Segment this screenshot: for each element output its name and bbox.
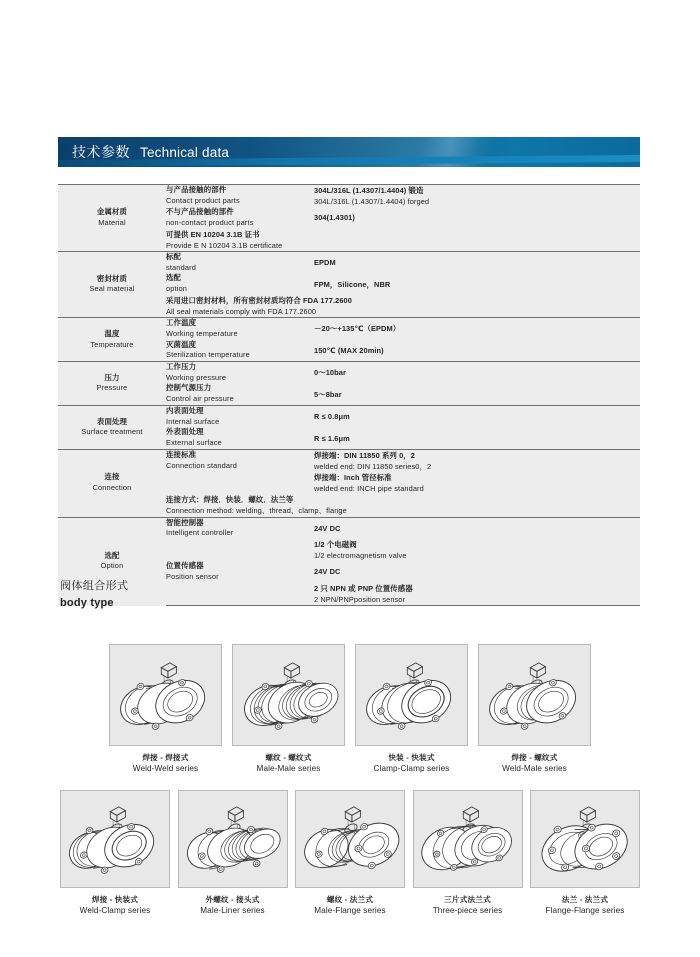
body-type-item[interactable]: [178, 790, 288, 917]
body-type-caption-en: Three-piece series: [432, 906, 503, 915]
spec-note-cell: [166, 494, 640, 517]
spec-subitem-cell: [166, 207, 314, 228]
spec-note-en: Connection method: welding、thread、clamp、flange: [166, 506, 347, 516]
spec-value-cn: EPDM: [314, 258, 336, 268]
spec-value-cell: [314, 427, 640, 449]
spec-subitem-cell: [166, 383, 314, 405]
spec-table-body: [58, 185, 640, 606]
technical-data-banner: [58, 137, 640, 167]
spec-subitem-cell: [166, 185, 314, 208]
spec-value-cn: 0～10bar: [314, 368, 346, 378]
spec-value-cell: [314, 405, 640, 427]
body-type-item[interactable]: [478, 644, 591, 775]
spec-subitem-cn: 灭菌温度: [166, 339, 197, 349]
valve-male-flange-drawing: [295, 790, 405, 888]
spec-value-en: 304L/316L (1.4307/1.4404) forged: [314, 197, 430, 207]
spec-subitem-en: Working pressure: [166, 372, 227, 382]
body-type-caption: [374, 752, 450, 775]
spec-value-cn: 5～8bar: [314, 389, 342, 399]
spec-subitem-en: non-contact product parts: [166, 217, 254, 227]
spec-category-en: Connection: [92, 483, 132, 493]
spec-subitem-cell: [166, 362, 314, 384]
body-type-gallery-row-2: [60, 790, 640, 917]
spec-note-cell: [166, 229, 640, 252]
body-type-caption: [80, 894, 151, 917]
spec-category-cn: 金属材质: [96, 207, 128, 217]
body-type-caption: [257, 752, 321, 775]
banner-title-en: Technical data: [140, 144, 230, 160]
valve-male-liner-drawing: [178, 790, 288, 888]
body-type-heading-cn: 阀体组合形式: [60, 580, 129, 592]
spec-subitem-en: Internal surface: [166, 416, 220, 426]
body-type-caption-en: Weld-Clamp series: [79, 906, 151, 915]
valve-weld-clamp-drawing: [60, 790, 170, 888]
body-type-item[interactable]: [109, 644, 222, 775]
body-type-caption-en: Weld-Weld series: [132, 764, 199, 773]
spec-value-cn: 150℃ (MAX 20min): [314, 345, 384, 355]
spec-note-cn: 可提供 EN 10204 3.1B 证书: [166, 229, 260, 239]
body-type-caption-en: Flange-Flange series: [545, 906, 625, 915]
spec-row: [58, 318, 640, 340]
spec-value-cell: [314, 340, 640, 362]
body-type-heading: [60, 578, 128, 611]
spec-category-cell: [58, 405, 166, 449]
body-type-caption-en: Weld-Male series: [502, 764, 567, 773]
spec-value-cell: [314, 561, 640, 582]
body-type-item[interactable]: [530, 790, 640, 917]
body-type-caption: [314, 894, 385, 917]
spec-value-cn: 2 只 NPN 或 PNP 位置传感器: [314, 583, 413, 593]
spec-value-en: welded end: INCH pipe standard: [314, 484, 424, 494]
body-type-caption-en: Male-Male series: [256, 764, 321, 773]
spec-value-cell: [314, 449, 640, 472]
spec-row: [58, 517, 640, 539]
spec-subitem-en: Sterilization temperature: [166, 350, 250, 360]
spec-note-en: Provide E N 10204 3.1B certificate: [166, 240, 283, 250]
spec-row: [58, 185, 640, 208]
valve-weld-male-drawing: [478, 644, 591, 746]
spec-subitem-cn: 与产品接触的部件: [166, 185, 227, 195]
spec-subitem-cn: 控制气源压力: [166, 383, 212, 393]
body-type-caption: [133, 752, 198, 775]
spec-note-en: All seal materials comply with FDA 177.2600: [166, 306, 317, 316]
spec-subitem-cell: [166, 405, 314, 427]
spec-category-cell: [58, 251, 166, 317]
spec-subitem-cn: 外表面处理: [166, 427, 204, 437]
spec-category-cell: [58, 318, 166, 362]
spec-subitem-cell: [166, 318, 314, 340]
spec-subitem-cell: [166, 340, 314, 362]
body-type-item[interactable]: [355, 644, 468, 775]
body-type-item[interactable]: [60, 790, 170, 917]
technical-spec-table: [58, 184, 640, 606]
spec-category-cn: 表面处理: [96, 416, 128, 426]
spec-subitem-en: Working temperature: [166, 328, 238, 338]
body-type-item[interactable]: [232, 644, 345, 775]
spec-category-en: Material: [98, 217, 126, 227]
spec-subitem-cell: [166, 472, 314, 494]
spec-subitem-en: External surface: [166, 438, 222, 448]
spec-subitem-cell: [166, 251, 314, 273]
spec-value-cell: [314, 472, 640, 494]
body-type-caption-en: Male-Flange series: [314, 906, 386, 915]
body-type-caption-cn: 外螺纹 - 接头式: [205, 895, 260, 904]
spec-category-cn: 选配: [104, 550, 120, 560]
spec-value-cn: 24V DC: [314, 523, 341, 533]
valve-flange-flange-drawing: [530, 790, 640, 888]
spec-category-cell: [58, 185, 166, 252]
body-type-caption-cn: 快装 - 快装式: [388, 753, 435, 762]
body-type-caption: [546, 894, 625, 917]
spec-subitem-cell: [166, 517, 314, 539]
spec-value-cell: [314, 583, 640, 606]
valve-weld-weld-drawing: [109, 644, 222, 746]
spec-subitem-cn: 不与产品接触的部件: [166, 207, 234, 217]
body-type-heading-en: body type: [60, 596, 114, 609]
spec-subitem-en: Intelligent controller: [166, 528, 234, 538]
spec-subitem-cell: [166, 449, 314, 472]
spec-subitem-cn: 选配: [166, 273, 182, 283]
spec-row: [58, 405, 640, 427]
spec-subitem-cn: 工作温度: [166, 318, 197, 328]
spec-subitem-cn: 工作压力: [166, 362, 197, 371]
spec-value-cn: 1/2 个电磁阀: [314, 540, 357, 549]
spec-subitem-cn: 标配: [166, 251, 182, 261]
spec-value-cn: 24V DC: [314, 567, 341, 577]
spec-value-cn: 焊接端：Inch 管径标准: [314, 473, 392, 483]
spec-subitem-en: standard: [166, 262, 196, 272]
spec-value-cn: R ≤ 0.8μm: [314, 412, 350, 422]
spec-category-en: Pressure: [96, 383, 128, 393]
spec-subitem-cell: [166, 583, 314, 606]
body-type-caption-cn: 焊接 - 焊接式: [142, 753, 189, 762]
body-type-caption: [200, 894, 265, 917]
spec-category-cell: [58, 449, 166, 517]
spec-value-cn: －20～+135℃（EPDM）: [314, 324, 401, 334]
valve-clamp-clamp-drawing: [355, 644, 468, 746]
spec-row: [58, 362, 640, 384]
valve-three-piece-drawing: [413, 790, 523, 888]
spec-subitem-cell: [166, 273, 314, 294]
spec-value-cell: [314, 207, 640, 228]
spec-value-cell: [314, 251, 640, 273]
spec-subitem-en: option: [166, 284, 188, 294]
spec-note-cell: [166, 295, 640, 318]
spec-row: [58, 449, 640, 472]
spec-value-en: 2 NPN/PNPposition sensor: [314, 594, 406, 604]
body-type-caption: [433, 894, 503, 917]
banner-title-cn: 技术参数: [72, 144, 130, 160]
spec-subitem-cn: 内表面处理: [166, 405, 204, 415]
spec-category-cn: 连接: [104, 472, 120, 482]
body-type-caption: [502, 752, 567, 775]
body-type-caption-cn: 螺纹 - 法兰式: [326, 895, 374, 904]
spec-value-cell: [314, 318, 640, 340]
spec-value-cell: [314, 539, 640, 561]
spec-value-cn: 焊接端：DIN 11850 系列 0，2: [314, 450, 415, 460]
spec-category-cn: 温度: [104, 328, 120, 338]
spec-value-cn: 304(1.4301): [314, 213, 355, 223]
spec-subitem-en: Control air pressure: [166, 394, 234, 404]
spec-value-en: 1/2 electromagnetism valve: [314, 551, 407, 561]
body-type-caption-cn: 法兰 - 法兰式: [561, 895, 609, 904]
body-type-caption-en: Clamp-Clamp series: [373, 764, 450, 773]
body-type-item[interactable]: [413, 790, 523, 917]
body-type-caption-cn: 焊接 - 螺纹式: [511, 753, 558, 762]
spec-value-cn: 304L/316L (1.4307/1.4404) 锻造: [314, 186, 424, 195]
spec-category-cn: 密封材质: [96, 273, 128, 283]
spec-subitem-en: Position sensor: [166, 571, 219, 581]
spec-row: [58, 251, 640, 273]
spec-subitem-cell: [166, 427, 314, 449]
spec-subitem-cell: [166, 539, 314, 561]
spec-category-en: Option: [100, 561, 124, 571]
spec-note-cn: 连接方式：焊接．快装．螺纹．法兰等: [166, 495, 294, 505]
valve-male-male-drawing: [232, 644, 345, 746]
body-type-item[interactable]: [295, 790, 405, 917]
spec-subitem-cn: 连接标准: [166, 450, 197, 460]
spec-value-cell: [314, 273, 640, 294]
spec-category-en: Surface treatment: [81, 427, 143, 437]
spec-value-en: welded end: DIN 11850 series0，2: [314, 461, 432, 471]
spec-value-cn: FPM，Silicone，NBR: [314, 279, 391, 289]
spec-category-cn: 压力: [104, 372, 120, 382]
spec-note-cn: 采用进口密封材料，所有密封材质均符合 FDA 177.2600: [166, 295, 352, 305]
spec-value-cell: [314, 185, 640, 208]
body-type-gallery-row-1: [109, 644, 591, 775]
spec-category-cell: [58, 362, 166, 406]
spec-subitem-cn: 位置传感器: [166, 561, 204, 571]
spec-subitem-cn: 智能控制器: [166, 517, 204, 527]
spec-category-en: Temperature: [90, 339, 134, 349]
body-type-caption-cn: 焊接 - 快装式: [91, 895, 139, 904]
spec-value-cell: [314, 517, 640, 539]
spec-value-cell: [314, 383, 640, 405]
spec-value-cell: [314, 362, 640, 384]
spec-subitem-en: Contact product parts: [166, 196, 240, 206]
spec-subitem-en: Connection standard: [166, 460, 238, 470]
body-type-caption-cn: 三片式法兰式: [444, 895, 491, 904]
spec-value-cn: R ≤ 1.6μm: [314, 433, 350, 443]
body-type-caption-cn: 螺纹 - 螺纹式: [265, 753, 312, 762]
spec-subitem-cell: [166, 561, 314, 582]
banner-title: [58, 137, 640, 167]
spec-category-en: Seal material: [89, 284, 135, 294]
body-type-caption-en: Male-Liner series: [200, 906, 265, 915]
